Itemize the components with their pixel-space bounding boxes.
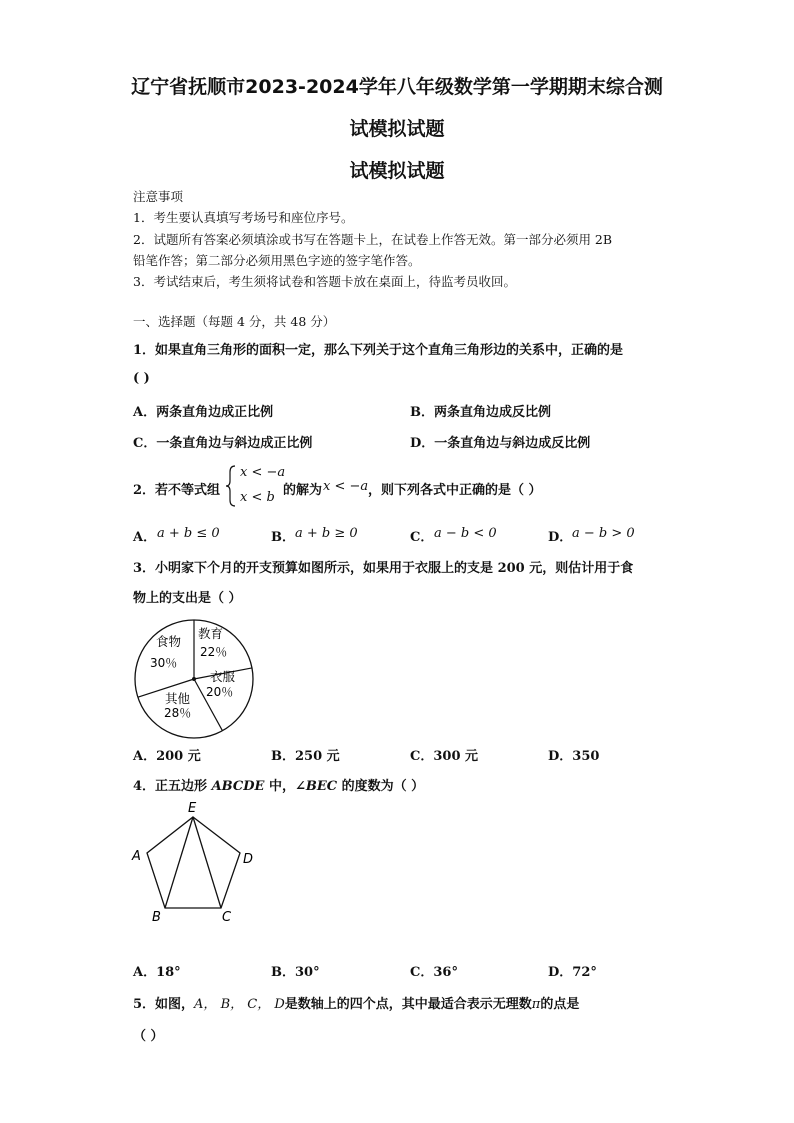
pie-label-other: 其他 [165, 691, 191, 706]
q1-option-a: A．两条直角边成正比例 [133, 405, 274, 420]
pie-value-clothing: 20％ [206, 685, 234, 699]
q2-option-c-label: C． [410, 530, 434, 545]
pentagon-diagram [128, 797, 262, 925]
q5-stem-post: 的点是 [540, 997, 580, 1012]
question-5-paren: （ ） [133, 1029, 164, 1044]
pie-value-other: 28％ [164, 706, 192, 720]
notice-item-2: 2．试题所有答案必须填涂或书写在答题卡上，在试卷上作答无效。第一部分必须用 2B [133, 232, 613, 247]
question-2-pre: 2．若不等式组 [133, 483, 221, 498]
question-5-stem [133, 993, 579, 1012]
q4-angle: ∠BEC [294, 779, 338, 794]
q5-points: A， B， C， D [194, 997, 285, 1012]
q1-option-b: B．两条直角边成反比例 [410, 405, 551, 420]
pie-label-clothing: 衣服 [210, 669, 236, 684]
pie-value-food: 30％ [150, 656, 178, 670]
vertex-label-b: B [152, 910, 161, 925]
q2-option-d: a − b > 0 [572, 526, 635, 541]
brace-icon [224, 464, 238, 508]
q4-stem-mid: 中， [264, 779, 295, 794]
pie-value-education: 22％ [200, 645, 228, 659]
q2-option-c: a − b < 0 [434, 526, 497, 541]
page-title: 辽宁省抚顺市2023-2024学年八年级数学第一学期期末综合测 [131, 76, 663, 98]
q5-stem-pre: 5．如图， [133, 997, 195, 1012]
vertex-label-d: D [243, 852, 254, 867]
section-heading: 一、选择题（每题 4 分，共 48 分） [133, 314, 336, 329]
question-2-post: ，则下列各式中正确的是（ ） [368, 483, 542, 498]
page-subtitle-repeat: 试模拟试题 [349, 160, 445, 182]
q2-inequality-2: x < b [240, 490, 275, 505]
vertex-label-e: E [188, 801, 197, 816]
segment-ec [193, 817, 221, 908]
pentagon-shape [147, 817, 240, 908]
q4-option-c: C．36° [410, 965, 458, 980]
q3-option-a: A．200 元 [133, 749, 201, 764]
q1-option-c: C．一条直角边与斜边成正比例 [133, 436, 313, 451]
notice-item-1: 1．考生要认真填写考场号和座位序号。 [133, 210, 354, 225]
q2-option-a-label: A． [133, 530, 157, 545]
question-2-mid: 的解为 [283, 483, 323, 498]
q5-pi: π [531, 997, 541, 1012]
vertex-label-a: A [132, 849, 141, 864]
q2-solution: x < −a [323, 479, 369, 494]
q4-polygon-name: ABCDE [211, 779, 265, 794]
page-subtitle: 试模拟试题 [349, 118, 445, 140]
notice-item-3: 3．考试结束后，考生须将试卷和答题卡放在桌面上，待监考员收回。 [133, 274, 516, 289]
vertex-label-c: C [222, 910, 232, 925]
pie-center-dot [192, 677, 196, 681]
q2-option-b-label: B． [271, 530, 295, 545]
q3-option-b: B．250 元 [271, 749, 340, 764]
q2-option-a: a + b ≤ 0 [157, 526, 220, 541]
q4-option-b: B．30° [271, 965, 320, 980]
q2-option-d-label: D． [548, 530, 573, 545]
notice-heading: 注意事项 [133, 189, 184, 204]
q3-option-d: D．350 [548, 749, 600, 764]
segment-eb [165, 817, 193, 908]
question-1-stem: 1．如果直角三角形的面积一定，那么下列关于这个直角三角形边的关系中，正确的是 [133, 343, 624, 358]
q1-option-d: D．一条直角边与斜边成反比例 [410, 436, 591, 451]
question-1-paren: ( ) [133, 371, 150, 386]
q4-stem-pre: 4．正五边形 [133, 779, 212, 794]
q4-stem-post: 的度数为（ ） [337, 779, 425, 794]
q5-stem-mid: 是数轴上的四个点，其中最适合表示无理数 [284, 997, 532, 1012]
notice-item-2-cont: 铅笔作答；第二部分必须用黑色字迹的签字笔作答。 [133, 253, 421, 268]
q2-inequality-1: x < −a [240, 465, 286, 480]
question-4-stem [133, 775, 424, 794]
q4-option-a: A．18° [133, 965, 181, 980]
q2-option-b: a + b ≥ 0 [295, 526, 358, 541]
budget-pie-chart [128, 617, 260, 743]
pie-label-education: 教育 [198, 626, 224, 641]
question-3-stem-2: 物上的支出是（ ） [133, 591, 242, 606]
pie-label-food: 食物 [156, 634, 182, 649]
q3-option-c: C．300 元 [410, 749, 479, 764]
question-3-stem-1: 3．小明家下个月的开支预算如图所示，如果用于衣服上的支是 200 元，则估计用于食 [133, 561, 634, 576]
q4-option-d: D．72° [548, 965, 597, 980]
